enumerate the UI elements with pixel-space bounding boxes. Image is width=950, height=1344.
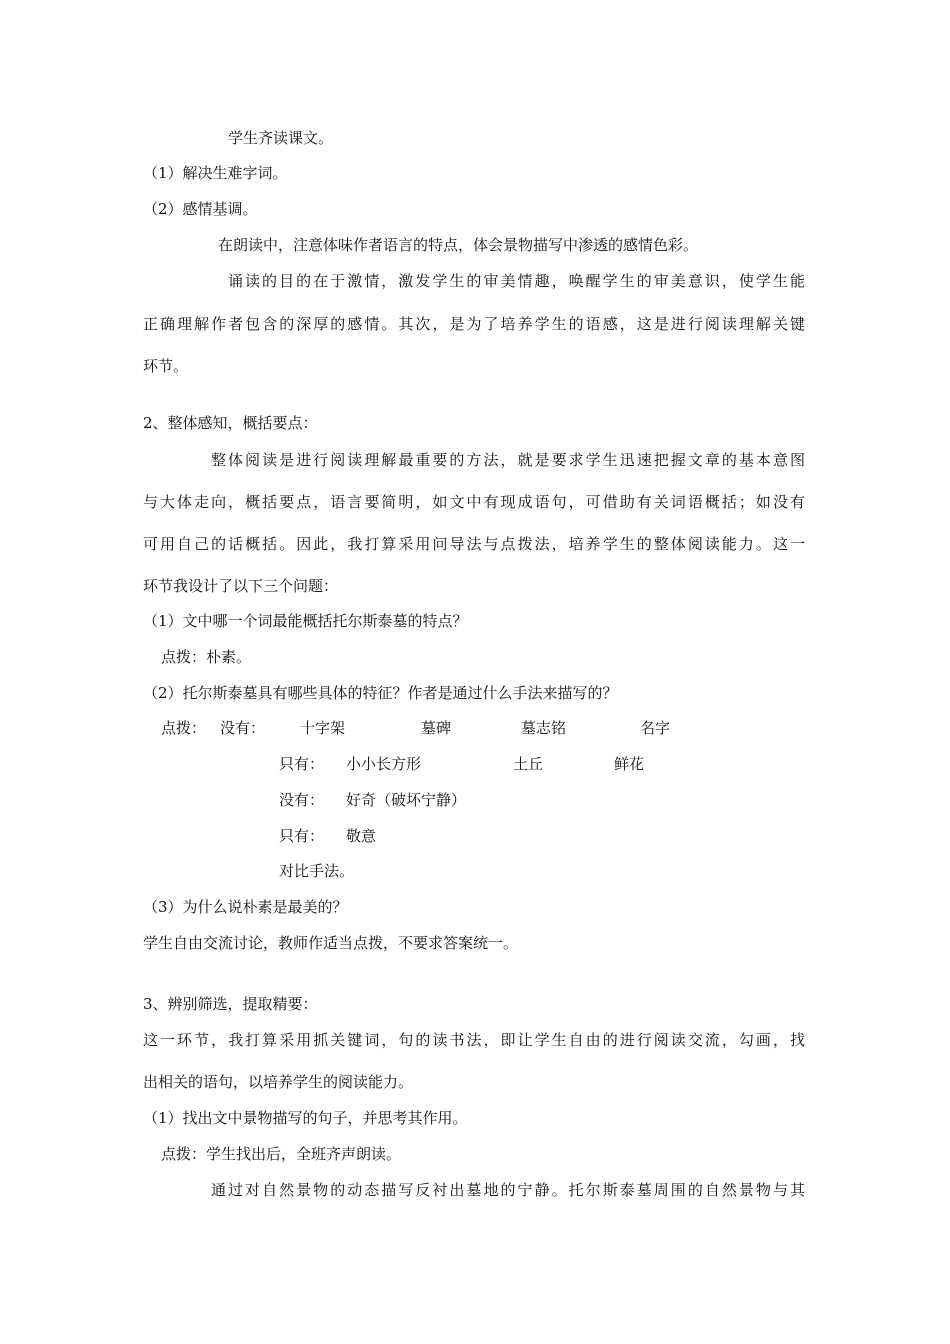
answer-2-label: 点拨： [161, 719, 207, 737]
reading-intro: 学生齐读课文。 [228, 129, 334, 147]
reading-paragraph-2-line-1: 诵读的目的在于激情，激发学生的审美情趣，唤醒学生的审美意识，使学生能 [228, 272, 805, 290]
answer-2-row-5: 对比手法。 [279, 862, 355, 880]
section-2-paragraph-line-1: 整体阅读是进行阅读理解最重要的方法，就是要求学生迅速把握文章的基本意图 [211, 451, 805, 469]
section-3-question-1: （1）找出文中景物描写的句子，并思考其作用。 [143, 1109, 468, 1127]
section-2-paragraph-line-3: 可用自己的话概括。因此，我打算采用问导法与点拨法，培养学生的整体阅读能力。这一 [143, 535, 805, 553]
answer-2-row-1-item: 十字架 [300, 719, 346, 737]
answer-2-row-3-label: 没有： [279, 791, 325, 809]
reading-paragraph-1: 在朗读中，注意体味作者语言的特点，体会景物描写中渗透的感情色彩。 [218, 236, 699, 254]
section-2-question-2: （2）托尔斯泰墓具有哪些具体的特征？作者是通过什么手法来描写的？ [143, 684, 618, 702]
reading-item-1: （1）解决生难字词。 [143, 164, 288, 182]
answer-2-row-1-item: 名字 [640, 719, 671, 737]
answer-2-row-4-label: 只有： [279, 827, 325, 845]
section-2-paragraph-line-4: 环节我设计了以下三个问题： [143, 577, 339, 595]
answer-2-row-4-item: 敬意 [346, 827, 377, 845]
answer-2-row-2-item: 土丘 [513, 755, 544, 773]
section-3-answer-1: 点拨：学生找出后，全班齐声朗读。 [161, 1145, 402, 1163]
section-2-answer-1: 点拨：朴素。 [161, 648, 252, 666]
reading-paragraph-2-line-3: 环节。 [143, 357, 189, 375]
section-3-paragraph-2: 通过对自然景物的动态描写反衬出墓地的宁静。托尔斯泰墓周围的自然景物与其 [211, 1181, 805, 1199]
section-2-answer-3: 学生自由交流讨论，教师作适当点拨，不要求答案统一。 [143, 934, 519, 952]
answer-2-row-1-item: 墓碑 [421, 719, 452, 737]
answer-2-row-2-label: 只有： [279, 755, 325, 773]
section-2-paragraph-line-2: 与大体走向，概括要点，语言要简明，如文中有现成语句，可借助有关词语概括；如没有 [143, 493, 805, 511]
section-3-heading: 3、辨别筛选，提取精要： [143, 995, 318, 1013]
reading-paragraph-2-line-2: 正确理解作者包含的深厚的感情。其次，是为了培养学生的语感，这是进行阅读理解关键 [143, 315, 805, 333]
answer-2-row-1-item: 墓志铭 [521, 719, 567, 737]
section-2-question-1: （1）文中哪一个词最能概括托尔斯泰墓的特点？ [143, 612, 468, 630]
section-3-paragraph-line-1: 这一环节，我打算采用抓关键词，句的读书法，即让学生自由的进行阅读交流，勾画，找 [143, 1031, 805, 1049]
answer-2-row-2-item: 小小长方形 [346, 755, 422, 773]
section-2-question-3: （3）为什么说朴素是最美的？ [143, 898, 348, 916]
section-2-heading: 2、整体感知，概括要点： [143, 414, 318, 432]
section-3-paragraph-line-2: 出相关的语句，以培养学生的阅读能力。 [143, 1073, 414, 1091]
reading-item-2: （2）感情基调。 [143, 200, 258, 218]
answer-2-row-2-item: 鲜花 [614, 755, 645, 773]
answer-2-row-1-label: 没有： [220, 719, 266, 737]
answer-2-row-3-item: 好奇（破坏宁静） [346, 791, 467, 809]
